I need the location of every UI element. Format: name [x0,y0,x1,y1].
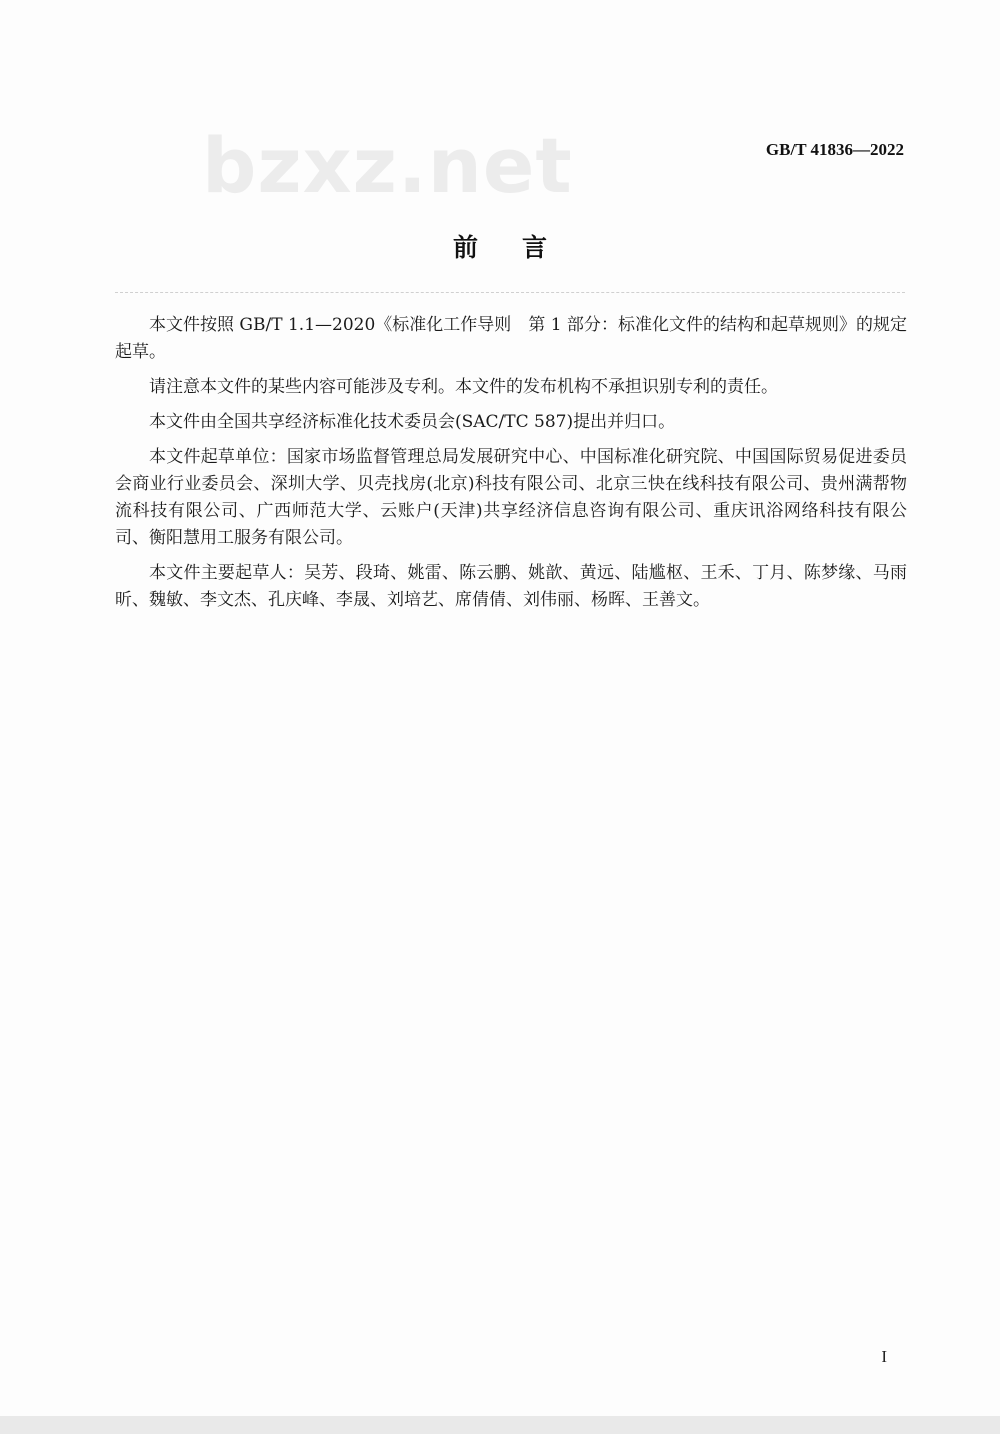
title-divider [115,292,905,293]
watermark-logo: bzxz.net [202,121,573,210]
paragraph-drafters: 本文件主要起草人：吴芳、段琦、姚雷、陈云鹏、姚歆、黄远、陆尴枢、王禾、丁月、陈梦缘、马雨昕、魏敏、李文杰、孔庆峰、李晟、刘培艺、席倩倩、刘伟丽、杨晖、王善文。 [115,563,907,610]
page-number: I [881,1347,887,1366]
page-title: 前言 [452,233,591,262]
paragraph-proposer: 本文件由全国共享经济标准化技术委员会(SAC/TC 587)提出并归口。 [149,412,676,432]
paragraph-drafting-rules: 本文件按照 GB/T 1.1—2020《标准化工作导则 第 1 部分：标准化文件的结构和起草规则》的规定起草。 [115,315,907,362]
paragraph-patent-notice: 请注意本文件的某些内容可能涉及专利。本文件的发布机构不承担识别专利的责任。 [149,377,778,397]
viewer-bottom-bar [0,1416,1000,1434]
document-code: GB/T 41836—2022 [765,140,904,159]
foreword-body [115,312,907,622]
paragraph-drafting-units: 本文件起草单位：国家市场监督管理总局发展研究中心、中国标准化研究院、中国国际贸易促进委员会商业行业委员会、深圳大学、贝壳找房(北京)科技有限公司、北京三快在线科技有限公司、贵州满帮物流科技有限公司、广西师范大学、云账户(天津)共享经济信息咨询有限公司、重庆讯浴网络科技有限公司、衡阳慧用工服务有限公司。 [115,447,907,548]
